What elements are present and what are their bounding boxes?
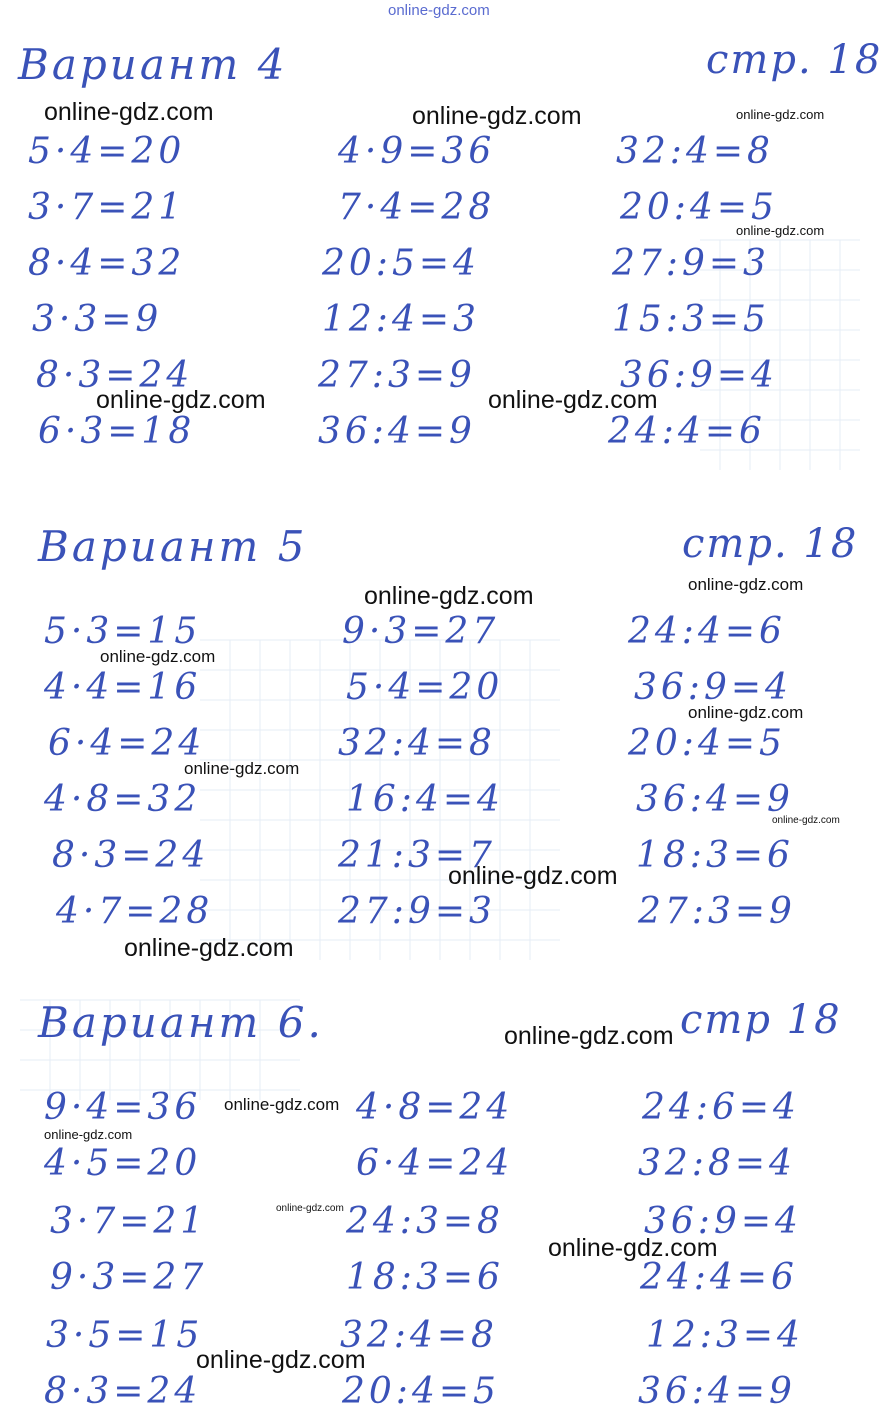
page-number: стр. 18: [682, 521, 859, 567]
equation: 24:4=6: [608, 411, 766, 452]
equation: 27:3=9: [638, 891, 796, 932]
watermark: online-gdz.com: [688, 703, 804, 722]
watermark: online-gdz.com: [448, 862, 618, 890]
equation: 8·4=32: [28, 243, 186, 284]
equation: 5·4=20: [346, 667, 504, 708]
watermark: online-gdz.com: [736, 107, 825, 122]
watermark: online-gdz.com: [548, 1234, 718, 1262]
watermark: online-gdz.com: [504, 1022, 674, 1050]
equation: 4·5=20: [44, 1143, 202, 1184]
equation: 36:9=4: [644, 1201, 802, 1242]
equation: 24:4=6: [628, 611, 786, 652]
equation: 18:3=6: [346, 1257, 504, 1298]
watermark: online-gdz.com: [96, 386, 266, 414]
equation: 32:8=4: [638, 1143, 796, 1184]
equation: 24:6=4: [642, 1087, 800, 1128]
equation: 21:3=7: [338, 835, 496, 876]
equation: 32:4=8: [616, 131, 774, 172]
equation: 36:4=9: [638, 1371, 796, 1412]
watermark: online-gdz.com: [224, 1095, 340, 1114]
equation: 3·5=15: [46, 1315, 204, 1356]
watermark: online-gdz.com: [736, 223, 825, 238]
equation: 36:9=4: [634, 667, 792, 708]
equation: 9·4=36: [44, 1087, 202, 1128]
equation: 3·3=9: [32, 299, 163, 340]
section-heading: Вариант 6.: [38, 998, 324, 1047]
watermark: online-gdz.com: [196, 1346, 366, 1374]
equation: 3·7=21: [50, 1201, 208, 1242]
equation: 18:3=6: [636, 835, 794, 876]
equation: 16:4=4: [346, 779, 504, 820]
equation: 12:4=3: [322, 299, 480, 340]
equation: 8·3=24: [52, 835, 210, 876]
watermark: online-gdz.com: [44, 98, 214, 126]
equation: 9·3=27: [50, 1257, 208, 1298]
equation: 8·3=24: [36, 355, 194, 396]
equation: 3·7=21: [28, 187, 186, 228]
equation: 36:9=4: [620, 355, 778, 396]
watermark: online-gdz.com: [124, 934, 294, 962]
equation: 24:4=6: [640, 1257, 798, 1298]
equation: 20:5=4: [322, 243, 480, 284]
watermark: online-gdz.com: [488, 386, 658, 414]
watermark: online-gdz.com: [688, 575, 804, 594]
equation: 4·9=36: [338, 131, 496, 172]
equation: 12:3=4: [646, 1315, 804, 1356]
equation: 32:4=8: [338, 723, 496, 764]
page-number: стр 18: [680, 997, 842, 1043]
equation: 36:4=9: [636, 779, 794, 820]
equation: 20:4=5: [620, 187, 778, 228]
equation: 4·8=32: [44, 779, 202, 820]
watermark: online-gdz.com: [364, 582, 534, 610]
equation: 15:3=5: [612, 299, 770, 340]
equation: 20:4=5: [342, 1371, 500, 1412]
equation: 27:3=9: [318, 355, 476, 396]
watermark: online-gdz.com: [100, 647, 216, 666]
equation: 4·7=28: [56, 891, 214, 932]
equation: 32:4=8: [340, 1315, 498, 1356]
equation: 24:3=8: [346, 1201, 504, 1242]
watermark: online-gdz.com: [44, 1127, 133, 1142]
equation: 36:4=9: [318, 411, 476, 452]
section-heading: Вариант 4: [18, 40, 288, 89]
equation: 7·4=28: [338, 187, 496, 228]
equation: 27:9=3: [612, 243, 770, 284]
equation: 9·3=27: [342, 611, 500, 652]
equation: 4·4=16: [44, 667, 202, 708]
watermark: online-gdz.com: [412, 102, 582, 130]
equation: 6·4=24: [48, 723, 206, 764]
section-heading: Вариант 5: [38, 522, 308, 571]
equation: 27:9=3: [338, 891, 496, 932]
page-number: стр. 18: [706, 37, 883, 83]
equation: 6·4=24: [356, 1143, 514, 1184]
equation: 5·3=15: [44, 611, 202, 652]
equation: 4·8=24: [356, 1087, 514, 1128]
watermark: online-gdz.com: [276, 1203, 344, 1214]
watermark: online-gdz.com: [184, 759, 300, 778]
equation: 8·3=24: [44, 1371, 202, 1412]
equation: 20:4=5: [628, 723, 786, 764]
equation: 5·4=20: [28, 131, 186, 172]
watermark-top: online-gdz.com: [388, 2, 490, 19]
equation: 6·3=18: [38, 411, 196, 452]
watermark: online-gdz.com: [772, 815, 840, 826]
